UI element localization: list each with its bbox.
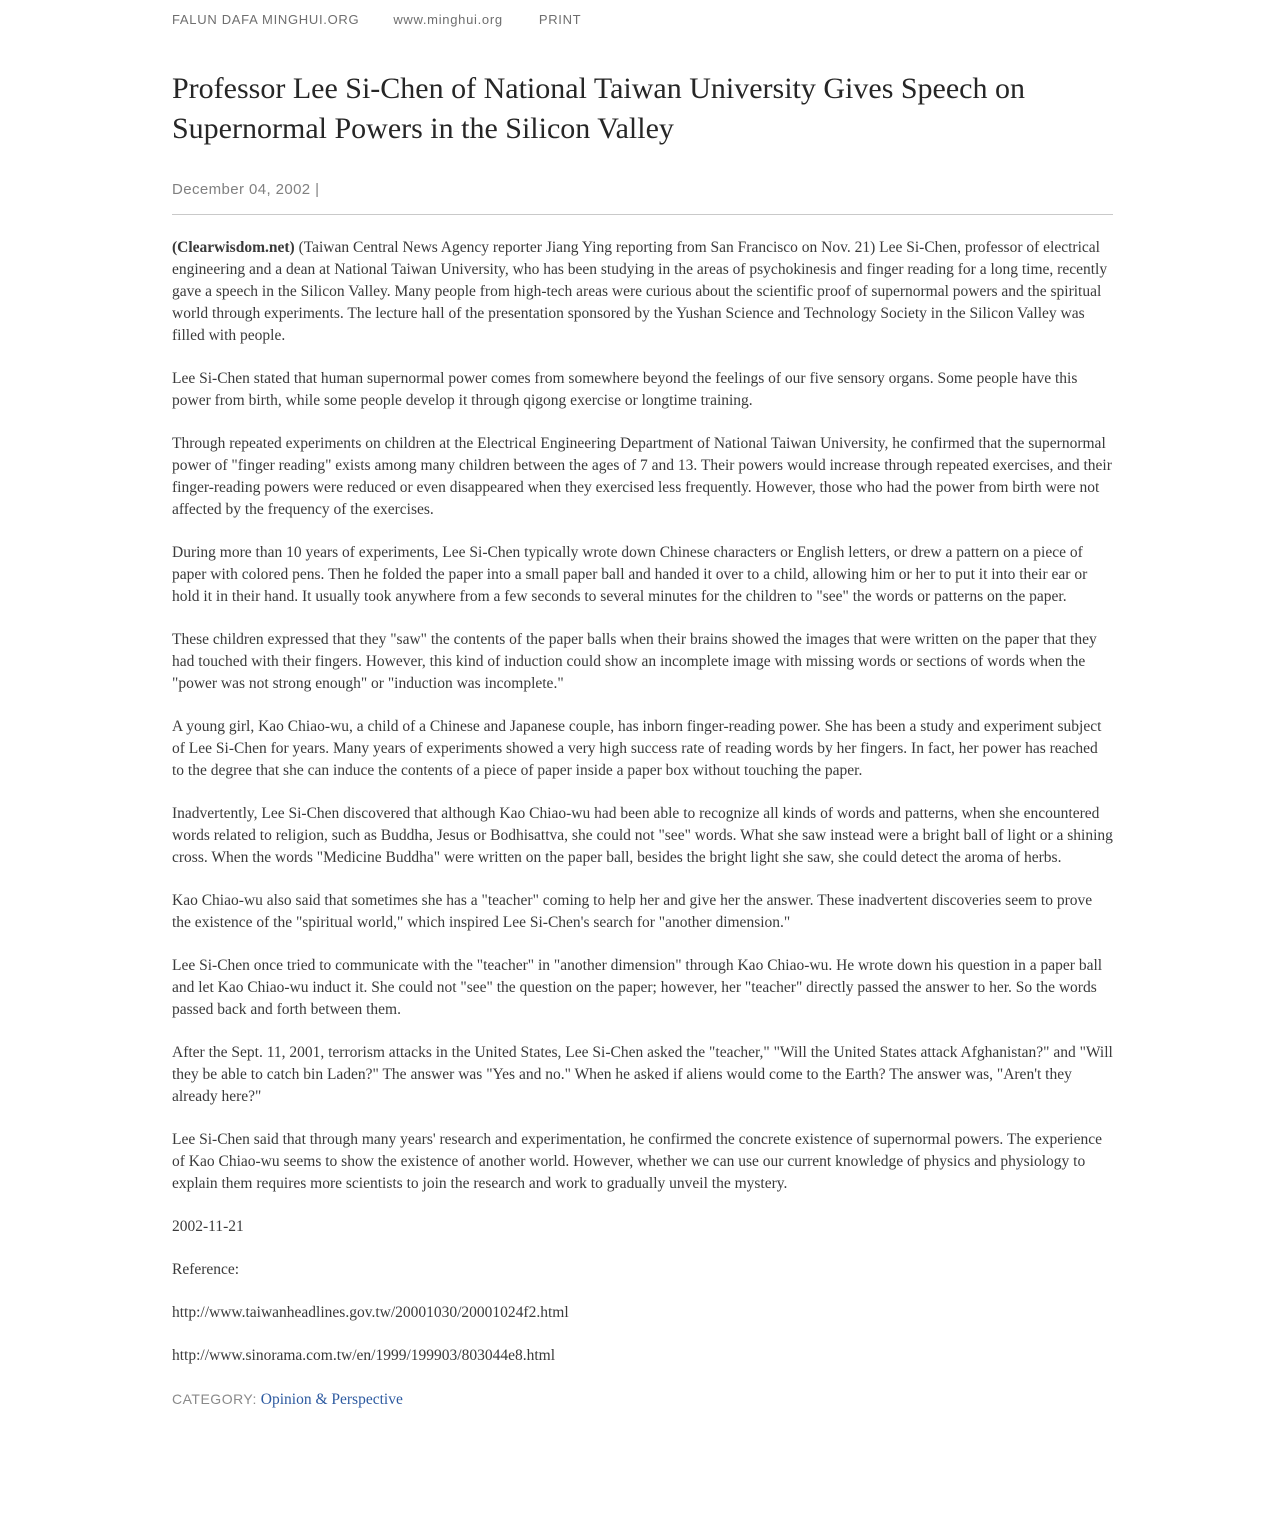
site-header — [172, 0, 1113, 29]
article-paragraph: A young girl, Kao Chiao-wu, a child of a Chinese and Japanese couple, has inborn finger-reading power. She has been a study and experiment subject of Lee Si-Chen for years. Many years of experiments showed a very high success rate of reading words by her fingers. In fact, her power has reached to the degree that she can induce the contents of a piece of paper inside a paper box without touching the paper. — [172, 718, 1102, 779]
reference-url: http://www.sinorama.com.tw/en/1999/199903/803044e8.html — [172, 1347, 556, 1364]
article-paragraph: Lee Si-Chen once tried to communicate with the "teacher" in "another dimension" through Kao Chiao-wu. He wrote down his question in a paper ball and let Kao Chiao-wu induct it. She could not "see" the question on the paper; however, her "teacher" directly passed the answer to her. So the words passed back and forth between them. — [172, 957, 1103, 1018]
category-label: CATEGORY: — [172, 1391, 257, 1407]
header-divider — [172, 214, 1113, 215]
article-paragraph: Kao Chiao-wu also said that sometimes she has a "teacher" coming to help her and give her the answer. These inadvertent discoveries seem to prove the existence of the "spiritual world," which inspired Lee Si-Chen's search for "another dimension." — [172, 892, 1093, 931]
print-button[interactable]: PRINT — [538, 12, 582, 27]
publish-date: December 04, 2002 | — [172, 181, 320, 198]
article-paragraph: These children expressed that they "saw" the contents of the paper balls when their brains showed the images that were written on the paper that they had touched with their fingers. However, this kind of induction could show an incomplete image with missing words or sections of words when the "power was not strong enough" or "induction was incomplete." — [172, 631, 1097, 692]
reference-label: Reference: — [172, 1261, 240, 1278]
site-url-link[interactable]: www.minghui.org — [393, 12, 503, 27]
article-paragraph: Lee Si-Chen said that through many years' research and experimentation, he confirmed the concrete existence of supernormal powers. The experience of Kao Chiao-wu seems to show the existence of another world. However, whether we can use our current knowledge of physics and physiology to explain them requires more scientists to join the research and work to gradually unveil the mystery. — [172, 1131, 1102, 1192]
article-paragraph: Lee Si-Chen stated that human supernormal power comes from somewhere beyond the feelings of our five sensory organs. Some people have this power from birth, while some people develop it through qigong exercise or longtime training. — [172, 370, 1078, 409]
original-publish-date: 2002-11-21 — [172, 1218, 244, 1235]
article-paragraph: Through repeated experiments on children at the Electrical Engineering Department of National Taiwan University, he confirmed that the supernormal power of "finger reading" exists among many children between the ages of 7 and 13. Their powers would increase through repeated exercises, and their finger-reading powers were reduced or even disappeared when they exercised less frequently. However, those who had the power from birth were not affected by the frequency of the exercises. — [172, 435, 1112, 518]
lead-text: (Taiwan Central News Agency reporter Jiang Ying reporting from San Francisco on Nov. 21) Lee Si-Chen, professor of electrical engineering and a dean at National Taiwan University, who has been studying in the areas of psychokinesis and finger reading for a long time, recently gave a speech in the Silicon Valley. Many people from high-tech areas were curious about the scientific proof of supernormal powers and the spiritual world through experiments. The lecture hall of the presentation sponsored by the Yushan Science and Technology Society in the Silicon Valley was filled with people. — [172, 239, 1108, 344]
page-title: Professor Lee Si-Chen of National Taiwan University Gives Speech on Supernormal Powers in the Silicon Valley — [172, 72, 1025, 145]
site-brand-link[interactable]: FALUN DAFA MINGHUI.ORG — [172, 12, 360, 27]
category-row — [172, 1388, 1113, 1411]
source-label: (Clearwisdom.net) — [172, 239, 295, 256]
reference-url: http://www.taiwanheadlines.gov.tw/20001030/20001024f2.html — [172, 1304, 569, 1321]
article-paragraph: After the Sept. 11, 2001, terrorism attacks in the United States, Lee Si-Chen asked the "teacher," "Will the United States attack Afghanistan?" and "Will they be able to catch bin Laden?" The answer was "Yes and no." When he asked if aliens would come to the Earth? The answer was, "Aren't they already here?" — [172, 1044, 1113, 1105]
article-body — [172, 237, 1113, 1411]
article-page — [172, 0, 1113, 1501]
category-link[interactable]: Opinion & Perspective — [260, 1391, 403, 1408]
article-paragraph-lead — [172, 237, 1113, 347]
article-paragraph: During more than 10 years of experiments, Lee Si-Chen typically wrote down Chinese characters or English letters, or drew a pattern on a piece of paper with colored pens. Then he folded the paper into a small paper ball and handed it over to a child, allowing him or her to put it into their ear or hold it in their hand. It usually took anywhere from a few seconds to several minutes for the children to "see" the words or patterns on the paper. — [172, 544, 1088, 605]
article-paragraph: Inadvertently, Lee Si-Chen discovered that although Kao Chiao-wu had been able to recognize all kinds of words and patterns, when she encountered words related to religion, such as Buddha, Jesus or Bodhisattva, she could not "see" words. What she saw instead were a bright ball of light or a shining cross. When the words "Medicine Buddha" were written on the paper ball, besides the bright light she saw, she could detect the aroma of herbs. — [172, 805, 1113, 866]
